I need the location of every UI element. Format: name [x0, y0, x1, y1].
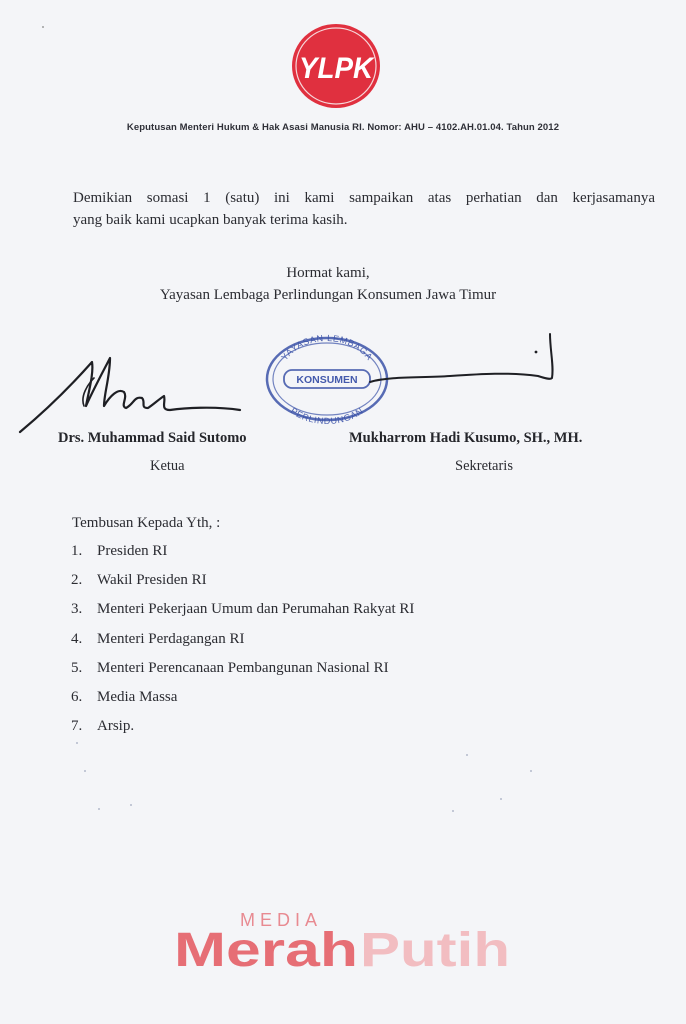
- svg-text:YLPK: YLPK: [299, 52, 376, 85]
- paragraph-line-2: yang baik kami ucapkan banyak terima kasih.: [73, 212, 348, 228]
- ylpk-logo: [290, 22, 382, 110]
- organization-name: Yayasan Lembaga Perlindungan Konsumen Jawa Timur: [159, 287, 497, 303]
- cc-list: [71, 540, 414, 744]
- left-signatory-role: Ketua: [150, 458, 185, 474]
- list-item: 6. Media Massa: [71, 688, 178, 705]
- left-signatory-name: Drs. Muhammad Said Sutomo: [58, 430, 247, 446]
- svg-text:Merah: Merah: [174, 924, 358, 974]
- svg-text:MEDIA: MEDIA: [240, 910, 323, 930]
- list-item: 5. Menteri Perencanaan Pembangunan Nasional RI: [71, 659, 389, 676]
- signature-left: [14, 348, 254, 440]
- right-signatory-role: Sekretaris: [455, 458, 513, 474]
- list-item: 7. Arsip.: [71, 718, 135, 735]
- decree-reference: Keputusan Menteri Hukum & Hak Asasi Manusia RI. Nomor: AHU – 4102.AH.01.04. Tahun 2012: [126, 122, 560, 133]
- svg-text:PERLINDUNGAN: PERLINDUNGAN: [288, 405, 366, 424]
- right-signatory-name: Mukharrom Hadi Kusumo, SH., MH.: [349, 430, 583, 446]
- svg-text:KONSUMEN: KONSUMEN: [296, 374, 358, 386]
- list-item: 4. Menteri Perdagangan RI: [71, 630, 245, 647]
- list-item: 3. Menteri Pekerjaan Umum dan Perumahan Rakyat RI: [71, 601, 415, 618]
- closing-paragraph: [73, 187, 655, 231]
- signature-right: [360, 330, 570, 400]
- closing-block: [0, 262, 656, 306]
- list-item: 2. Wakil Presiden RI: [71, 572, 207, 589]
- list-item: 1. Presiden RI: [71, 543, 168, 559]
- paragraph-line-1: Demikian somasi 1 (satu) ini kami sampaikan atas perhatian dan kerjasamanya: [73, 190, 655, 206]
- salutation: Hormat kami,: [286, 265, 370, 281]
- svg-text:Putih: Putih: [360, 924, 510, 974]
- svg-text:YAYASAN LEMBAGA: YAYASAN LEMBAGA: [279, 334, 375, 363]
- cc-title: Tembusan Kepada Yth, :: [72, 515, 221, 531]
- media-merah-putih-watermark: [174, 904, 514, 974]
